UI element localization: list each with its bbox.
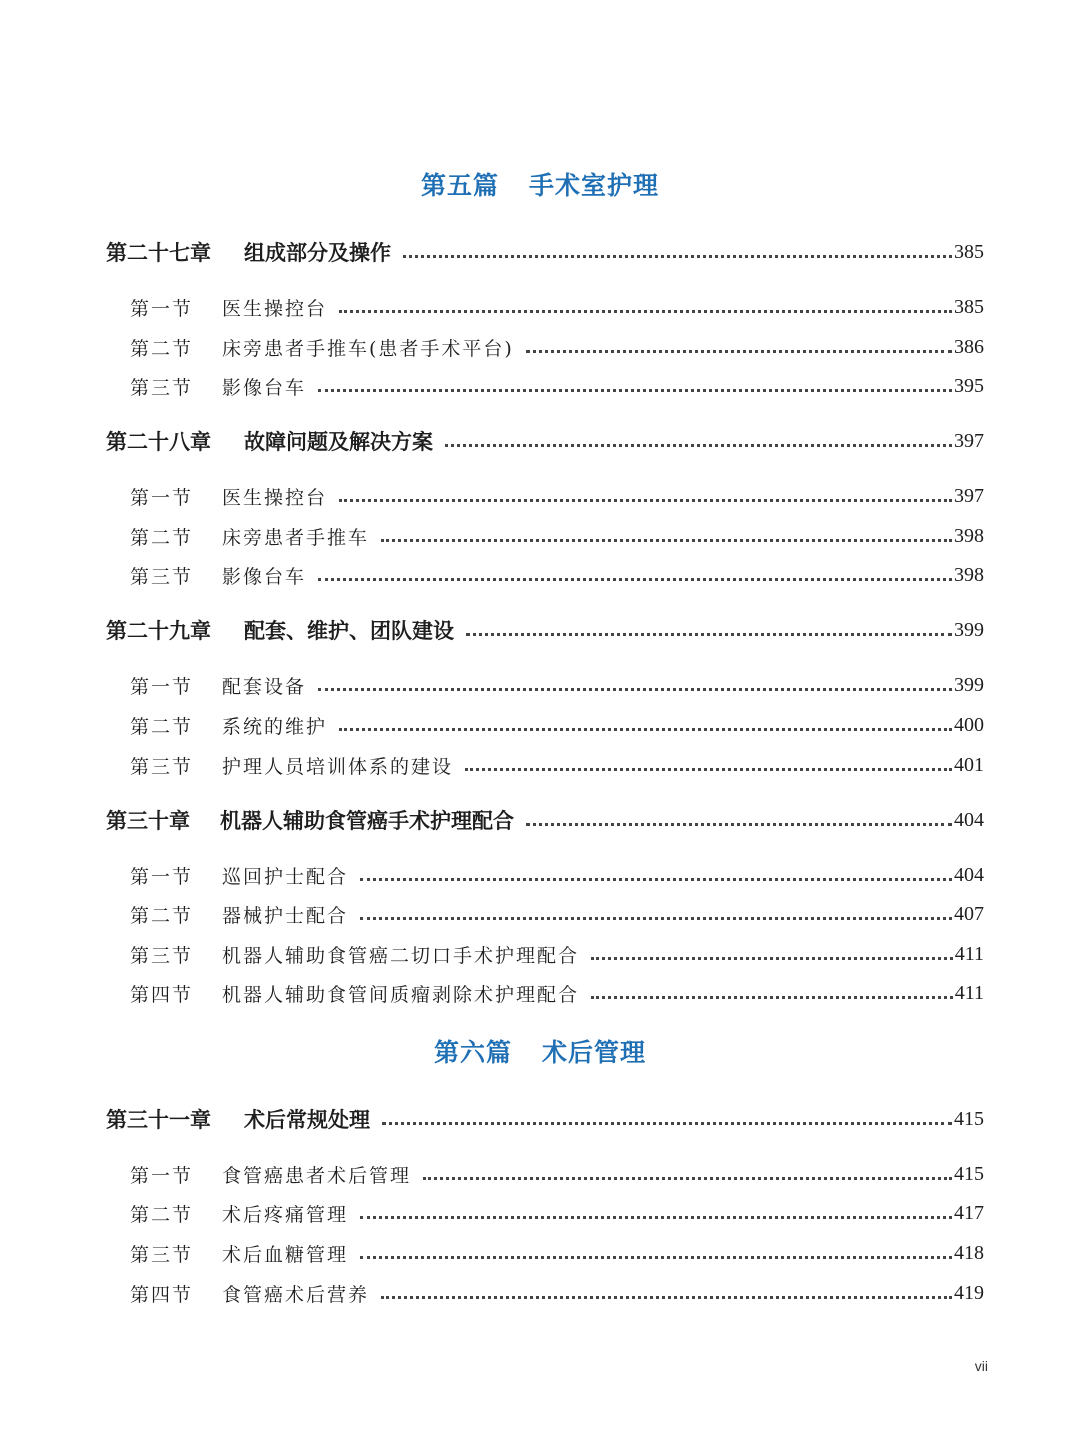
chapter-number: 第二十九章 bbox=[106, 619, 211, 643]
section-number: 第一节 bbox=[130, 486, 194, 509]
toc-section-entry[interactable] bbox=[130, 1159, 984, 1189]
section-title: 器械护士配合 bbox=[222, 904, 349, 927]
page-ref: 385 bbox=[954, 295, 984, 318]
page-ref: 415 bbox=[954, 1107, 984, 1130]
dot-leader bbox=[318, 688, 952, 691]
section-number: 第三节 bbox=[130, 755, 194, 778]
section-title: 机器人辅助食管间质瘤剥除术护理配合 bbox=[222, 983, 580, 1006]
section-number: 第四节 bbox=[130, 983, 194, 1006]
page-ref: 411 bbox=[954, 942, 984, 965]
section-number: 第三节 bbox=[130, 944, 194, 967]
section-number: 第二节 bbox=[130, 526, 194, 549]
section-title: 机器人辅助食管癌二切口手术护理配合 bbox=[222, 944, 580, 967]
dot-leader bbox=[423, 1177, 952, 1180]
chapter-title: 配套、维护、团队建设 bbox=[244, 619, 454, 643]
section-title: 医生操控台 bbox=[222, 486, 328, 509]
dot-leader bbox=[360, 917, 952, 920]
dot-leader bbox=[339, 728, 952, 731]
page-ref: 398 bbox=[954, 524, 984, 547]
section-title: 护理人员培训体系的建设 bbox=[222, 755, 454, 778]
dot-leader bbox=[526, 823, 952, 826]
toc-section-entry[interactable] bbox=[130, 560, 984, 590]
part-number: 第五篇 bbox=[420, 171, 499, 200]
section-number: 第一节 bbox=[130, 675, 194, 698]
dot-leader bbox=[360, 1216, 952, 1219]
page-ref: 417 bbox=[954, 1201, 984, 1224]
toc-section-entry[interactable] bbox=[130, 939, 984, 969]
dot-leader bbox=[381, 1296, 952, 1299]
chapter-number: 第二十七章 bbox=[106, 241, 211, 265]
section-title: 巡回护士配合 bbox=[222, 865, 349, 888]
section-number: 第一节 bbox=[130, 1164, 194, 1187]
toc-section-entry[interactable] bbox=[130, 860, 984, 890]
page-ref: 404 bbox=[954, 863, 984, 886]
toc-chapter-entry[interactable] bbox=[106, 1104, 984, 1134]
section-number: 第二节 bbox=[130, 337, 194, 360]
dot-leader bbox=[526, 350, 952, 353]
chapter-number: 第三十一章 bbox=[106, 1108, 211, 1132]
page-ref: 399 bbox=[954, 618, 984, 641]
page-ref: 407 bbox=[954, 902, 984, 925]
section-title: 床旁患者手推车(患者手术平台) bbox=[222, 337, 514, 360]
page-ref: 415 bbox=[954, 1162, 984, 1185]
toc-section-entry[interactable] bbox=[130, 481, 984, 511]
section-number: 第三节 bbox=[130, 376, 194, 399]
page-ref: 404 bbox=[954, 808, 984, 831]
part-title bbox=[0, 166, 1080, 202]
section-number: 第一节 bbox=[130, 297, 194, 320]
page-ref: 385 bbox=[954, 240, 984, 263]
dot-leader bbox=[339, 499, 952, 502]
toc-section-entry[interactable] bbox=[130, 1278, 984, 1308]
dot-leader bbox=[360, 1256, 952, 1259]
toc-chapter-entry[interactable] bbox=[106, 426, 984, 456]
toc-section-entry[interactable] bbox=[130, 521, 984, 551]
toc-section-entry[interactable] bbox=[130, 710, 984, 740]
section-number: 第四节 bbox=[130, 1283, 194, 1306]
dot-leader bbox=[339, 310, 952, 313]
chapter-number: 第二十八章 bbox=[106, 430, 211, 454]
chapter-title: 故障问题及解决方案 bbox=[244, 430, 433, 454]
part-name: 手术室护理 bbox=[529, 171, 660, 200]
chapter-title: 组成部分及操作 bbox=[244, 241, 391, 265]
section-number: 第一节 bbox=[130, 865, 194, 888]
section-number: 第二节 bbox=[130, 715, 194, 738]
dot-leader bbox=[465, 768, 952, 771]
dot-leader bbox=[360, 878, 952, 881]
section-title: 系统的维护 bbox=[222, 715, 328, 738]
toc-section-entry[interactable] bbox=[130, 292, 984, 322]
section-number: 第三节 bbox=[130, 565, 194, 588]
part-name: 术后管理 bbox=[542, 1038, 647, 1067]
section-number: 第二节 bbox=[130, 904, 194, 927]
section-title: 食管癌患者术后管理 bbox=[222, 1164, 412, 1187]
chapter-title: 机器人辅助食管癌手术护理配合 bbox=[220, 809, 514, 833]
section-title: 影像台车 bbox=[222, 565, 307, 588]
dot-leader bbox=[466, 633, 952, 636]
dot-leader bbox=[445, 444, 952, 447]
dot-leader bbox=[591, 996, 953, 999]
section-title: 影像台车 bbox=[222, 376, 307, 399]
dot-leader bbox=[591, 957, 953, 960]
page-ref: 397 bbox=[954, 484, 984, 507]
page-ref: 395 bbox=[954, 374, 984, 397]
section-title: 术后疼痛管理 bbox=[222, 1203, 349, 1226]
page-ref: 411 bbox=[954, 981, 984, 1004]
toc-section-entry[interactable] bbox=[130, 1238, 984, 1268]
toc-section-entry[interactable] bbox=[130, 371, 984, 401]
part-title bbox=[0, 1033, 1080, 1069]
dot-leader bbox=[403, 255, 952, 258]
section-title: 配套设备 bbox=[222, 675, 307, 698]
page-number: vii bbox=[974, 1358, 988, 1374]
toc-section-entry[interactable] bbox=[130, 978, 984, 1008]
page-ref: 397 bbox=[954, 429, 984, 452]
section-title: 食管癌术后营养 bbox=[222, 1283, 370, 1306]
chapter-number: 第三十章 bbox=[106, 809, 190, 833]
page-ref: 386 bbox=[954, 335, 984, 358]
section-number: 第三节 bbox=[130, 1243, 194, 1266]
dot-leader bbox=[381, 539, 952, 542]
toc-chapter-entry[interactable] bbox=[106, 237, 984, 267]
section-title: 医生操控台 bbox=[222, 297, 328, 320]
page-ref: 419 bbox=[954, 1281, 984, 1304]
dot-leader bbox=[318, 578, 952, 581]
toc-section-entry[interactable] bbox=[130, 1198, 984, 1228]
toc-section-entry[interactable] bbox=[130, 670, 984, 700]
page-ref: 400 bbox=[954, 713, 984, 736]
toc-section-entry[interactable] bbox=[130, 332, 984, 362]
section-number: 第二节 bbox=[130, 1203, 194, 1226]
part-number: 第六篇 bbox=[433, 1038, 512, 1067]
section-title: 床旁患者手推车 bbox=[222, 526, 370, 549]
dot-leader bbox=[318, 389, 952, 392]
section-title: 术后血糖管理 bbox=[222, 1243, 349, 1266]
toc-section-entry[interactable] bbox=[130, 899, 984, 929]
page-ref: 399 bbox=[954, 673, 984, 696]
chapter-title: 术后常规处理 bbox=[244, 1108, 370, 1132]
toc-section-entry[interactable] bbox=[130, 750, 984, 780]
page-ref: 401 bbox=[954, 753, 984, 776]
dot-leader bbox=[382, 1122, 952, 1125]
toc-chapter-entry[interactable] bbox=[106, 805, 984, 835]
page-ref: 418 bbox=[954, 1241, 984, 1264]
toc-chapter-entry[interactable] bbox=[106, 615, 984, 645]
page-ref: 398 bbox=[954, 563, 984, 586]
